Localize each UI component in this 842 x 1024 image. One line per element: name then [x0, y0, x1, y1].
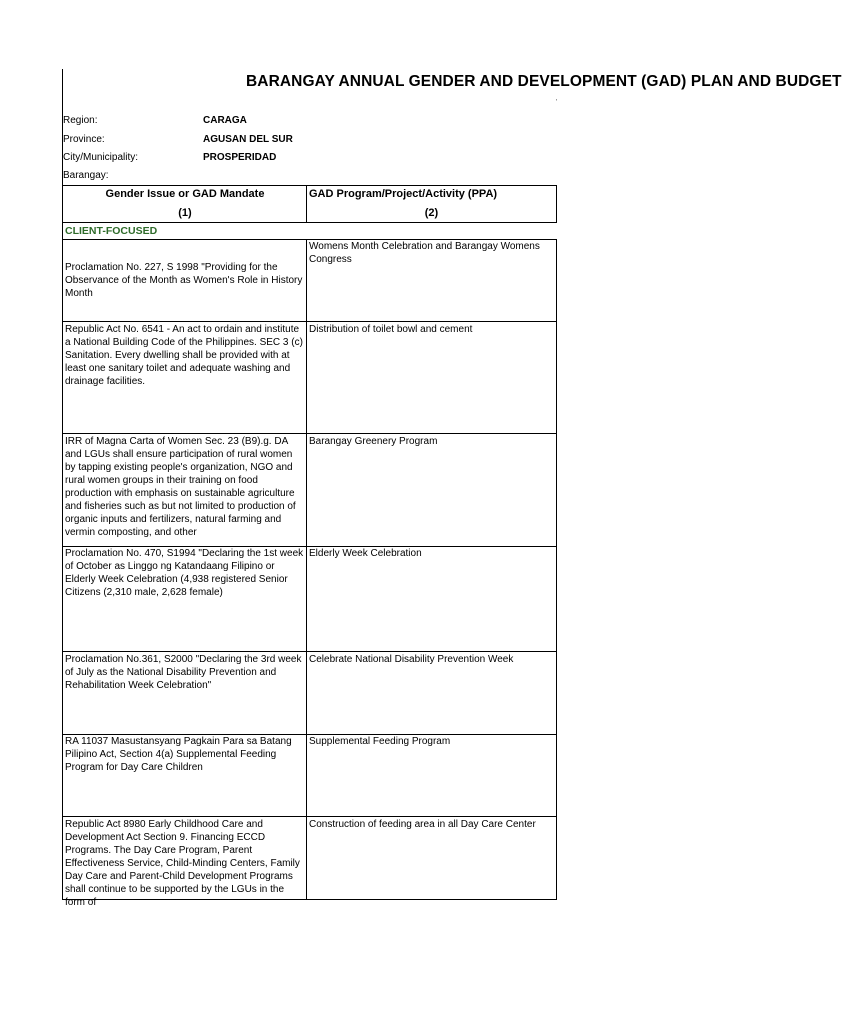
mandate-text: Republic Act 8980 Early Childhood Care and Development Act Section 9. Financing ECCD Programs. The Day Care Program, Parent Effectiveness Service, Child-Minding Centers, Family Day Care and Parent-Child Development Programs shall continue to be supported by the LGUs in the form of [65, 819, 300, 908]
city-value: PROSPERIDAD [203, 152, 277, 163]
page-title: BARANGAY ANNUAL GENDER AND DEVELOPMENT (GAD) PLAN AND BUDGET [246, 73, 842, 90]
ppa-text: Celebrate National Disability Prevention Week [309, 654, 514, 665]
header-gender-issue [62, 185, 307, 223]
table-row-7-ppa [306, 816, 557, 900]
region-label: Region: [63, 115, 98, 126]
ppa-text: Barangay Greenery Program [309, 436, 438, 447]
section-client-focused: CLIENT-FOCUSED [62, 223, 310, 239]
province-value: AGUSAN DEL SUR [203, 134, 293, 145]
mandate-text: Republic Act No. 6541 - An act to ordain and institute a National Building Code of the Philippines. SEC 3 (c) Sanitation. Every dwelling shall be provided with at least one sanitary toilet and adequate washing and drainage facilities. [65, 324, 303, 387]
ppa-text: Distribution of toilet bowl and cement [309, 324, 473, 335]
mandate-text: Proclamation No. 470, S1994 "Declaring the 1st week of October as Linggo ng Katandaang Filipino or Elderly Week Celebration (4,938 registered Senior Citizens (2,310 male, 2,628 female) [65, 548, 304, 598]
ppa-text: Construction of feeding area in all Day Care Center [309, 819, 536, 830]
ppa-text: Womens Month Celebration and Barangay Womens Congress [309, 241, 540, 265]
table-row-5-mandate [62, 651, 307, 735]
table-row-2-mandate [62, 321, 307, 434]
province-label: Province: [63, 134, 105, 145]
table-row-4-mandate [62, 546, 307, 652]
mandate-text: RA 11037 Masustansyang Pagkain Para sa Batang Pilipino Act, Section 4(a) Supplemental Feeding Program for Day Care Children [65, 736, 292, 773]
table-row-4-ppa [306, 546, 557, 652]
mandate-text: Proclamation No. 227, S 1998 "Providing for the Observance of the Month as Women's Role in History Month [65, 262, 303, 299]
header-gad-ppa-number: (2) [424, 207, 439, 219]
region-value: CARAGA [203, 115, 247, 126]
city-label: City/Municipality: [63, 152, 139, 163]
cell-marker: ' [556, 99, 558, 106]
barangay-label: Barangay: [63, 170, 109, 181]
table-row-3-ppa [306, 433, 557, 547]
table-row-1-ppa [306, 239, 557, 322]
header-gender-issue-title: Gender Issue or GAD Mandate [105, 188, 265, 200]
table-row-2-ppa [306, 321, 557, 434]
table-row-1-mandate [62, 239, 307, 322]
mandate-text: IRR of Magna Carta of Women Sec. 23 (B9).g. DA and LGUs shall ensure participation of rural women by tapping existing people's organization, NGO and rural women groups in their training on food production with emphasis on sustainable agriculture and fisheries such as but not limited to production of organic inputs and fertilizers, natural farming and vermin composting, and other [65, 436, 296, 538]
table-row-7-mandate [62, 816, 307, 908]
header-gad-ppa [306, 185, 557, 223]
ppa-text: Elderly Week Celebration [309, 548, 422, 559]
header-gender-issue-number: (1) [178, 207, 192, 219]
table-row-6-ppa [306, 734, 557, 817]
ppa-text: Supplemental Feeding Program [309, 736, 451, 747]
header-gad-ppa-title: GAD Program/Project/Activity (PPA) [309, 188, 498, 200]
mandate-text: Proclamation No.361, S2000 "Declaring the 3rd week of July as the National Disability Prevention and Rehabilitation Week Celebration" [65, 654, 302, 691]
table-row-6-mandate [62, 734, 307, 817]
table-row-5-ppa [306, 651, 557, 735]
table-row-3-mandate [62, 433, 307, 547]
